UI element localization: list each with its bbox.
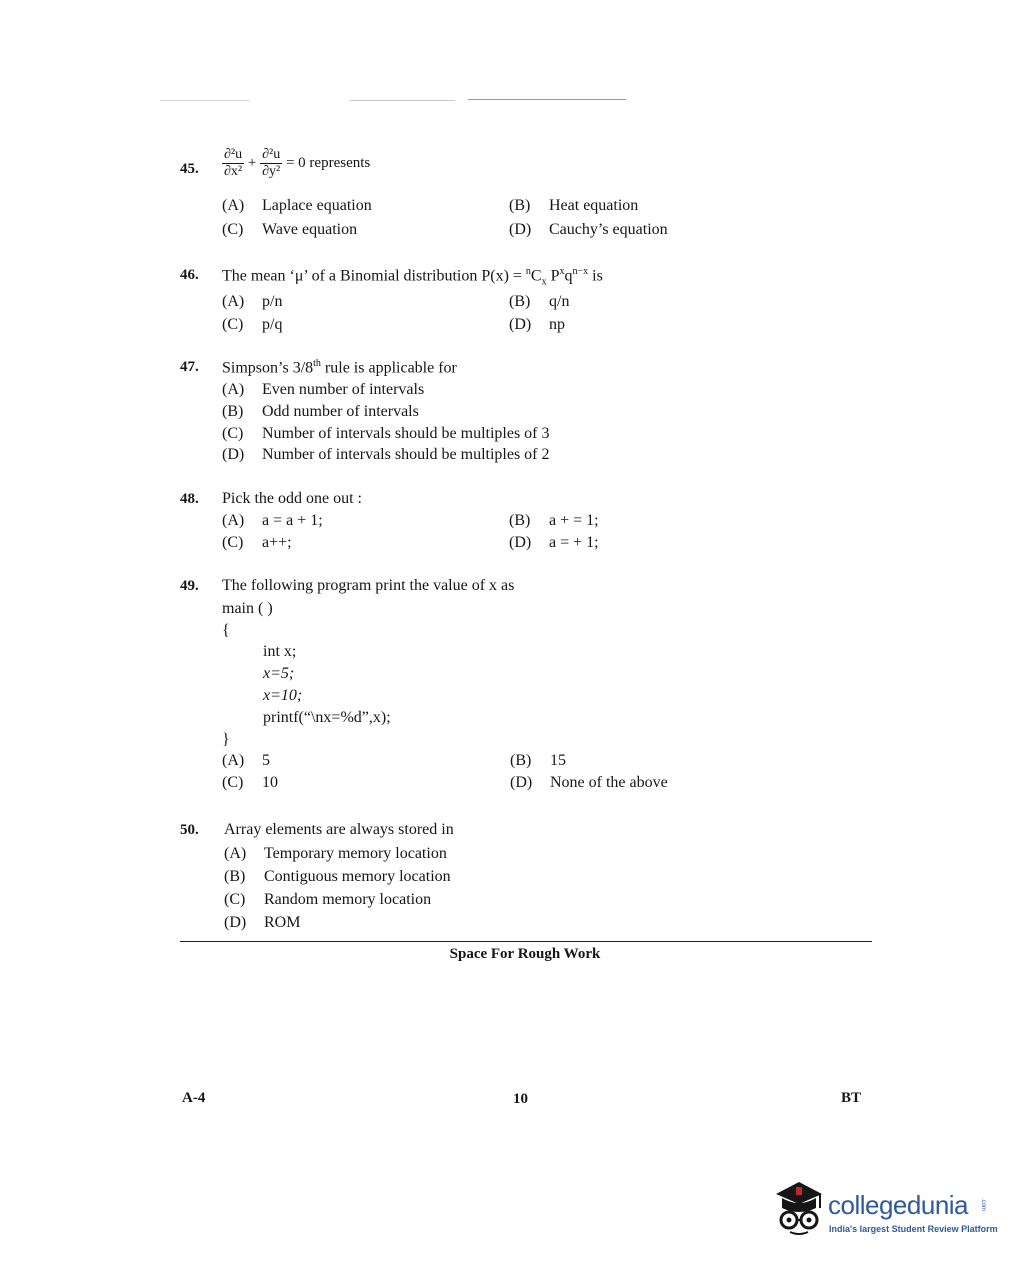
brand-tagline: India's largest Student Review Platform [829,1224,998,1234]
rough-work-divider [180,941,872,942]
footer-series: BT [841,1090,862,1106]
option-a: (A) Even number of intervals [222,381,425,398]
fraction-denominator: ∂x² [224,164,243,179]
option-b: (B) 15 [510,752,566,769]
question-number: 47. [180,359,199,375]
option-a: (A) p/n [222,293,283,310]
option-c: (C) Wave equation [222,221,358,238]
scan-mark [468,99,626,100]
question-stem: Pick the odd one out : [222,490,362,507]
question-stem: Simpson’s 3/8th rule is applicable for [222,358,457,377]
option-a: (A) a = a + 1; [222,512,323,529]
option-b: (B) a + = 1; [509,512,599,529]
option-a: (A) Temporary memory location [224,845,447,862]
option-b: (B) Heat equation [509,197,639,214]
scan-mark [160,100,250,101]
question-stem: Array elements are always stored in [224,821,454,838]
stem-text: = 0 represents [285,154,371,171]
question-stem: The mean ‘μ’ of a Binomial distribution $P(x) = ^nC_x$ $P^xq^{n-x}$ is [222,266,603,288]
code-line: } [222,731,230,748]
option-d: (D) a = + 1; [509,534,599,551]
option-d: (D) np [509,316,565,333]
fraction-numerator: ∂²u [224,147,243,162]
code-line: x=5; [263,665,295,682]
code-line: x=10; [263,687,303,704]
scan-mark [350,100,455,101]
fraction [222,148,244,179]
question-stem [222,148,370,179]
brand-suffix: .com [980,1198,986,1212]
code-line: printf(“\nx=%d”,x); [263,709,391,726]
option-a: (A) 5 [222,752,270,769]
option-d: (D) None of the above [510,774,668,791]
option-c: (C) p/q [222,316,283,333]
fraction-numerator: ∂²u [262,147,281,162]
option-c: (C) Number of intervals should be multiples of 3 [222,425,550,442]
option-c: (C) 10 [222,774,278,791]
fraction-denominator: ∂y² [262,164,281,179]
page-number: 10 [513,1091,528,1107]
brand-name: collegedunia [828,1190,969,1220]
option-b: (B) Contiguous memory location [224,868,451,885]
plus-sign: + [247,154,257,171]
footer-code: A-4 [182,1090,206,1106]
code-line: { [222,622,230,639]
fraction [260,148,282,179]
option-d: (D) Number of intervals should be multiples of 2 [222,446,550,463]
rough-work-heading: Space For Rough Work [449,946,601,962]
code-line: int x; [263,643,297,660]
question-number: 45. [180,161,199,177]
option-d: (D) Cauchy’s equation [509,221,668,238]
mascot-icon [768,1178,830,1236]
option-a: (A) Laplace equation [222,197,372,214]
option-c: (C) a++; [222,534,292,551]
option-d: (D) ROM [224,914,301,931]
option-c: (C) Random memory location [224,891,432,908]
option-b: (B) q/n [509,293,570,310]
question-number: 49. [180,578,199,594]
question-number: 48. [180,491,199,507]
code-line: main ( ) [222,600,273,617]
question-number: 46. [180,267,199,283]
option-b: (B) Odd number of intervals [222,403,419,420]
question-stem: The following program print the value of x as [222,577,515,594]
question-number: 50. [180,822,199,838]
collegedunia-logo [768,1178,998,1238]
